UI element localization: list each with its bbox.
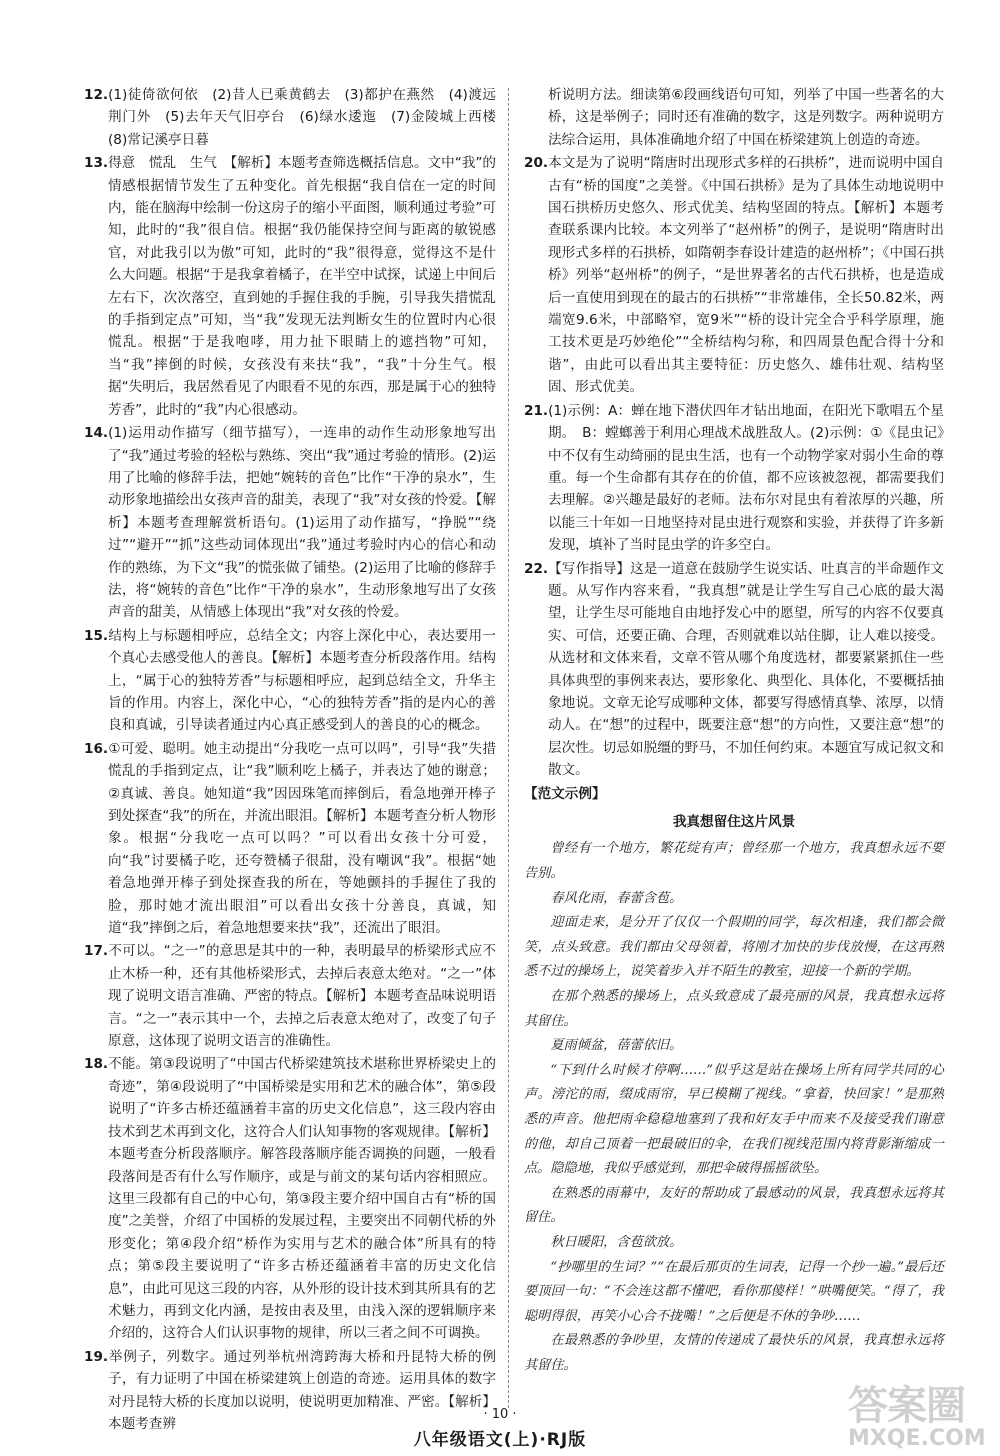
- answer-text: 结构上与标题相呼应，总结全文；内容上深化中心，表达要用一个真心去感受他人的善良。【解析】本题考查分析段落作用。结构上，“属于心的独特芳香”与标题相呼应，起到总结全文，升华主旨的作用。内容上，深化中心，“心的独特芳香”指的是内心的善良和真诚，引导读者通过内心真正感受到人的善良的心的概念。: [108, 627, 496, 734]
- answer-text: (1)徒倚欲何依 (2)昔人已乘黄鹤去 (3)都护在燕然 (4)渡远荆门外 (5)去年天气旧亭台 (6)绿水逶迤 (7)金陵城上西楼 (8)常记溪亭日暮: [108, 87, 510, 148]
- answer-number: 13.: [84, 155, 109, 172]
- model-essay-label: 【范文示例】: [524, 785, 606, 802]
- answer-item: [524, 84, 944, 151]
- page-number: · 10 ·: [483, 1407, 517, 1422]
- essay-paragraph: 夏雨倾盆，蓓蕾依旧。: [550, 1038, 683, 1054]
- grade-label: 八年级语文(上)·RJ版: [413, 1430, 587, 1450]
- answer-text: 本文是为了说明“隋唐时出现形式多样的石拱桥”，进而说明中国自古有“桥的国度”之美誉。《中国石拱桥》是为了具体生动地说明中国石拱桥历史悠久、形式优美、结构坚固的特点。【解析】本题考查联系课内比较。本文列举了“赵州桥”的例子，是说明“隋唐时出现形式多样的石拱桥，如隋朝李春设计建造的赵州桥”；《中国石拱桥》列举“赵州桥”的例子，“是世界著名的古代石拱桥，也是造成后一直使用到现在的最古的石拱桥”“非常雄伟，全长50.82米，两端宽9.6米，中部略窄，宽9米”“桥的设计完全合乎科学原理，施工技术更是巧妙绝伦”“全桥结构匀称，和四周景色配合得十分和谐”，由此可以看出其主要特征：历史悠久、雄伟壮观、结构坚固、形式优美。: [548, 155, 944, 396]
- answer-item: [524, 558, 944, 782]
- essay-paragraph: 迎面走来，是分开了仅仅一个假期的同学，每次相逢，我们都会微笑，点头致意。我们都由父母领着，将刚才加快的步伐放慢，在这再熟悉不过的操场上，说笑着步入并不陌生的教室，迎接一个新的学期。: [524, 915, 944, 980]
- answer-text: 举例子，列数字。通过列举杭州湾跨海大桥和丹昆特大桥的例子，有力证明了中国在桥梁建筑上创造的奇迹。运用具体的数字对丹昆特大桥的长度加以说明，使说明更加精准、严密。【解析】本题考查辨: [108, 1348, 496, 1432]
- answer-item: [84, 422, 496, 624]
- answer-item: [84, 625, 496, 737]
- answer-text: ①可爱、聪明。她主动提出“分我吃一点可以吗”，引导“我”失措慌乱的手指到定点，让“我”顺利吃上橘子，并表达了她的谢意；②真诚、善良。她知道“我”因因珠笔而摔倒后，看急地弹开棒子到处探查“我”的所在，并流出眼泪。【解析】本题考查分析人物形象。根据“分我吃一点可以吗？”可以看出女孩十分可爱，向“我”讨要橘子吃，还夸赞橘子很甜，没有嘲讽“我”。根据“她着急地弹开棒子到处探查我的所在，等她颤抖的手握住了我的脸，那时她才流出眼泪”可以看出女孩十分善良，真诚，知道“我”摔倒之后，着急地想要来扶“我”，还流出了眼泪。: [108, 740, 496, 937]
- essay-paragraph: 在熟悉的雨幕中，友好的帮助成了最感动的风景，我真想永远将其留住。: [524, 1185, 944, 1226]
- answer-number: 15.: [84, 627, 109, 644]
- answer-number: 14.: [84, 425, 109, 442]
- answer-number: 20.: [524, 155, 549, 172]
- answer-number: 12.: [84, 87, 109, 103]
- answer-number: 19.: [84, 1348, 109, 1365]
- answer-text: (1)运用动作描写（细节描写），一连串的动作生动形象地写出了“我”通过考验的轻松与熟练、突出“我”通过考验的情形。(2)运用了比喻的修辞手法，把她“婉转的音色”比作“干净的泉水”，生动形象地描绘出女孩声音的甜美，表现了“我”对女孩的怜爱。【解析】本题考查理解赏析语句。(1)运用了动作描写，“挣脱”“绕过”“避开”“抓”这些动词体现出“我”通过考验时内心的信心和动作的熟练，为下文“我”的慌张做了铺垫。(2)运用了比喻的修辞手法，将“婉转的音色”比作“干净的泉水”，生动形象地写出了女孩声音的甜美，从情感上体现出“我”对女孩的怜爱。: [108, 425, 496, 621]
- watermark-url: MXQE.COM: [848, 1426, 986, 1451]
- answer-text: 得意 慌乱 生气 【解析】本题考查筛选概括信息。文中“我”的情感根据情节发生了五种变化。首先根据“我自信在一定的时间内，能在脑海中绘制一份这房子的缩小平面图，顺利通过考验”可知，此时的“我”很自信。根据“我仍能保持空间与距离的敏锐感官，对此我引以为傲”可知，此时的“我”很得意，觉得这不是什么大问题。根据“于是我拿着橘子，在半空中试探，试递上中间后左右下，次次落空，直到她的手握住我的手腕，引导我失措慌乱的手指到定点”可知，当“我”发现无法判断女生的位置时内心很慌乱。根据“于是我咆哮，用力扯下眼睛上的遮挡物”可知，当“我”摔倒的时候，女孩没有来扶“我”，“我”十分生气。根据“失明后，我居然看见了内眼看不见的东西，那是属于心的独特芳香”，此时的“我”内心很感动。: [108, 155, 497, 418]
- answer-text: 不能。第③段说明了“中国古代桥梁建筑技术堪称世界桥梁史上的奇迹”，第④段说明了“中国桥梁是实用和艺术的融合体”，第⑤段说明了“许多古桥还蕴涵着丰富的历史文化信息”，这三段内容由技术到艺术再到文化，这符合人们认知事物的客观规律。【解析】本题考查分析段落顺序。解答段落顺序能否调换的问题，一般看段落间是否有什么写作顺序，或是与前文的某句话内容相照应。这里三段都有自己的中心句，第③段主要介绍中国自古有“桥的国度”之美誉，介绍了中国桥的发展过程，主要突出不同朝代桥的外形变化；第④段介绍“桥作为实用与艺术的融合体”所具有的特点；第⑤段主要说明了“许多古桥还蕴涵着丰富的历史文化信息”，由此可见这三段的内容，从外形的设计技术到其所具有的艺术魅力，再到文化内涵，是按由表及里，由浅入深的逻辑顺序来介绍的，这符合人们认识事物的规律，所以三者之间不可调换。: [108, 1056, 496, 1342]
- answer-item: [84, 738, 496, 940]
- watermark-logo-text: 答案圈: [848, 1383, 965, 1429]
- answer-number: 18.: [84, 1056, 109, 1073]
- right-answers: [524, 84, 944, 782]
- answer-text: 不可以。“之一”的意思是其中的一种，表明最早的桥梁形式应不止木桥一种，还有其他桥梁形式，去掉后表意太绝对。“之一”体现了说明文语言准确、严密的特点。【解析】本题考查品味说明语言。“之一”表示其中一个，去掉之后表意太绝对了，改变了句子原意，这体现了说明文语言的准确性。: [108, 943, 496, 1050]
- model-essay: [524, 783, 944, 1379]
- essay-paragraph: 在那个熟悉的操场上，点头致意成了最亮丽的风景，我真想永远将其留住。: [524, 988, 944, 1029]
- right-column: [524, 84, 944, 1378]
- essay-paragraph: 春风化雨，春蕾含苞。: [550, 890, 683, 906]
- answer-item: [84, 152, 496, 421]
- essay-paragraph: “抄哪里的生词？”“在最后那页的生词表，记得一个抄一遍。”最后还要顶回一句：“不会连这都不懂吧，看你那傻样！”哄嘴便笑。“得了，我聪明得很，再笑小心合不拢嘴！”之后便是不休的争吵……: [524, 1259, 944, 1324]
- answer-text: (1)示例：A：蝉在地下潜伏四年才钻出地面，在阳光下歌唱五个星期。 B：螳螂善于利用心理战术战胜敌人。(2)示例：①《昆虫记》中不仅有生动绮丽的昆虫生活，也有一个动物学家对弱小生命的尊重。每一个生命都有其存在的价值，都不应该被忽视，都需要我们去理解。②兴趣是最好的老师。法布尔对昆虫有着浓厚的兴趣，所以能三十年如一日地坚持对昆虫进行观察和实验，并获得了许多新发现，填补了当时昆虫学的许多空白。: [548, 402, 944, 554]
- answer-item: [84, 84, 510, 151]
- answer-item: [524, 400, 944, 557]
- answer-number: 16.: [84, 740, 109, 757]
- essay-paragraph: 秋日暖阳，含苞欲放。: [550, 1234, 683, 1250]
- answer-item: [524, 152, 944, 398]
- answer-item: [84, 1053, 496, 1344]
- answer-number: 17.: [84, 943, 109, 960]
- answer-item: [84, 940, 496, 1052]
- answer-text: 【写作指导】这是一道意在鼓励学生说实话、吐真言的半命题作文题。从写作内容来看，“我真想”就是让学生写自己心底的最大渴望，让学生尽可能地自由地抒发心中的愿望，所写的内容不仅要真实、可信，还要正确、合理，否则就难以站住脚，让人难以接受。从选材和文体来看，文章不管从哪个角度选材，都要紧紧抓住一些具体典型的事例来表达，要形象化、典型化、具体化，不要概括抽象地说。文章无论写成哪种文体，都要写得感情真挚、浓厚，以情动人。在“想”的过程中，既要注意“想”的方向性，又要注意“想”的层次性。切忌如脱缰的野马，不加任何约束。本题宜写成记叙文和散文。: [548, 560, 944, 779]
- essay-paragraph: 曾经有一个地方，繁花绽有声；曾经那一个地方，我真想永远不要告别。: [524, 841, 944, 881]
- essay-paragraph: “下到什么时候才停啊……”似乎这是站在操场上所有同学共同的心声。滂沱的雨，缀成雨帘，早已模糊了视线。“拿着，快回家！”是那熟悉的声音。他把雨伞稳稳地塞到了我和好友手中而来不及接受我们谢意的他，却自己顶着一把最破旧的伞，在我们视线范围内将背影渐缩成一点。隐隐地，我似乎感觉到，那把伞破得摇摇欲坠。: [524, 1062, 944, 1177]
- answer-number: 21.: [524, 402, 549, 419]
- essay-paragraph: 在最熟悉的争吵里，友情的传递成了最快乐的风景，我真想永远将其留住。: [524, 1333, 944, 1373]
- column-divider: [508, 88, 509, 1408]
- answer-text: 析说明方法。细读第⑥段画线语句可知，列举了中国一些著名的大桥，这是举例子；同时还有准确的数字，这是列数字。两种说明方法综合运用，具体准确地介绍了中国在桥梁建筑上创造的奇迹。: [548, 87, 944, 148]
- answer-number: 22.: [524, 560, 549, 577]
- watermark-logo: [848, 1383, 986, 1451]
- model-essay-body: [524, 837, 944, 1378]
- model-essay-title: 我真想留住这片风景: [672, 814, 796, 830]
